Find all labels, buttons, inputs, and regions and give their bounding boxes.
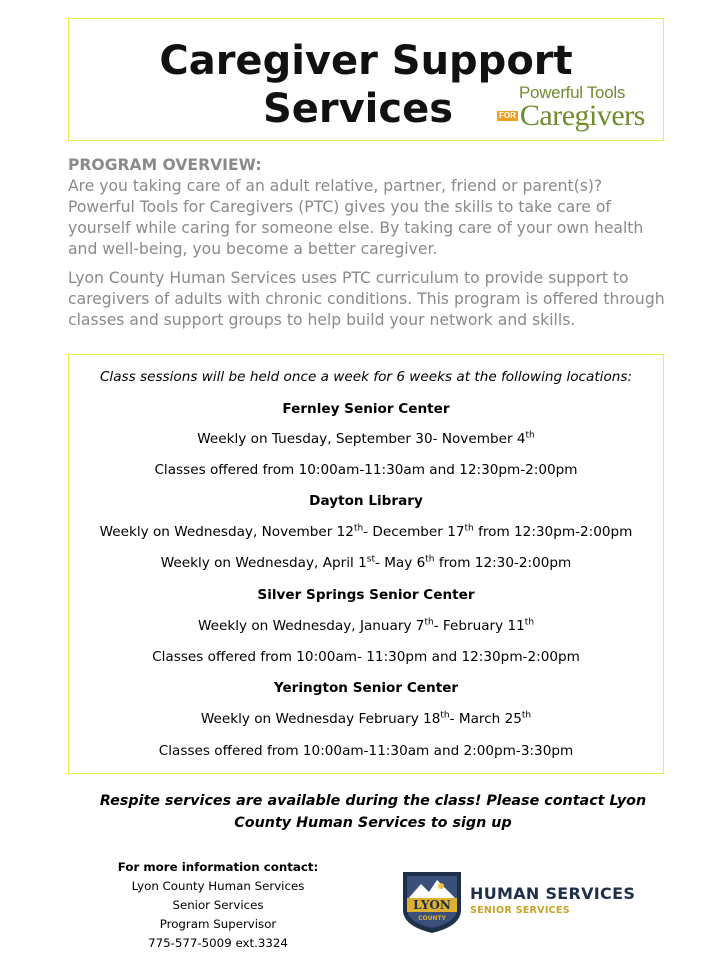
contact-dept: Senior Services [172, 898, 264, 912]
lyon-county-shield-icon [401, 870, 463, 934]
title-line-2: Services [262, 86, 454, 132]
lyon-logo-top-text: LYON [413, 898, 451, 912]
respite-line-1: Respite services are available during the class! Please contact Lyon [99, 793, 647, 809]
location-dayton: Dayton Library [309, 493, 423, 509]
location-yerington: Yerington Senior Center [273, 680, 459, 696]
sessions-box [68, 354, 664, 774]
program-overview [68, 155, 668, 339]
ptc-logo-line1: Powerful Tools [519, 83, 626, 102]
yerington-times: Classes offered from 10:00am-11:30am and 2:00pm-3:30pm [158, 743, 574, 759]
overview-paragraph-2: Lyon County Human Services uses PTC curriculum to provide support to caregivers of adults with chronic conditions. This program is offered through classes and support groups to help build your network and skills. [68, 269, 665, 329]
silver-springs-times: Classes offered from 10:00am- 11:30pm and 12:30pm-2:00pm [152, 649, 580, 665]
location-silver-springs: Silver Springs Senior Center [257, 587, 475, 603]
contact-role: Program Supervisor [159, 917, 277, 931]
contact-info [108, 858, 328, 953]
fernley-times: Classes offered from 10:00am-11:30am and 12:30pm-2:00pm [154, 462, 578, 478]
title-box [68, 18, 664, 141]
dayton-dates-2: Weekly on Wednesday, April 1st- May 6th from 12:30-2:00pm [160, 554, 572, 571]
overview-paragraph-1: Are you taking care of an adult relative, partner, friend or parent(s)? Powerful Tools for Caregivers (PTC) gives you the skills to take care of yourself while caring for someone else. By taking care of your own health and well-being, you become a better caregiver. [68, 177, 644, 258]
lyon-logo-bottom-text: COUNTY [418, 915, 446, 922]
overview-heading: PROGRAM OVERVIEW: [68, 156, 262, 174]
powerful-tools-logo [497, 84, 647, 130]
location-fernley: Fernley Senior Center [282, 401, 450, 417]
respite-notice [68, 790, 678, 834]
title-line-1: Caregiver Support [159, 38, 573, 84]
respite-line-2: County Human Services to sign up [234, 815, 512, 831]
human-services-title: HUMAN SERVICES [470, 884, 636, 903]
yerington-dates: Weekly on Wednesday February 18th- March 25th [200, 710, 532, 727]
sessions-intro: Class sessions will be held once a week for 6 weeks at the following locations: [99, 369, 633, 385]
fernley-dates: Weekly on Tuesday, September 30- November 4th [197, 430, 535, 447]
senior-services-subtitle: SENIOR SERVICES [470, 905, 570, 916]
ptc-logo-caregivers: Caregivers [519, 99, 645, 132]
silver-springs-dates: Weekly on Wednesday, January 7th- February 11th [197, 617, 535, 634]
dayton-dates-1: Weekly on Wednesday, November 12th- December 17th from 12:30pm-2:00pm [99, 523, 633, 540]
contact-heading: For more information contact: [117, 860, 319, 874]
contact-phone: 775-577-5009 ext.3324 [148, 936, 288, 950]
ptc-logo-for: FOR [499, 111, 516, 120]
contact-org: Lyon County Human Services [131, 879, 305, 893]
